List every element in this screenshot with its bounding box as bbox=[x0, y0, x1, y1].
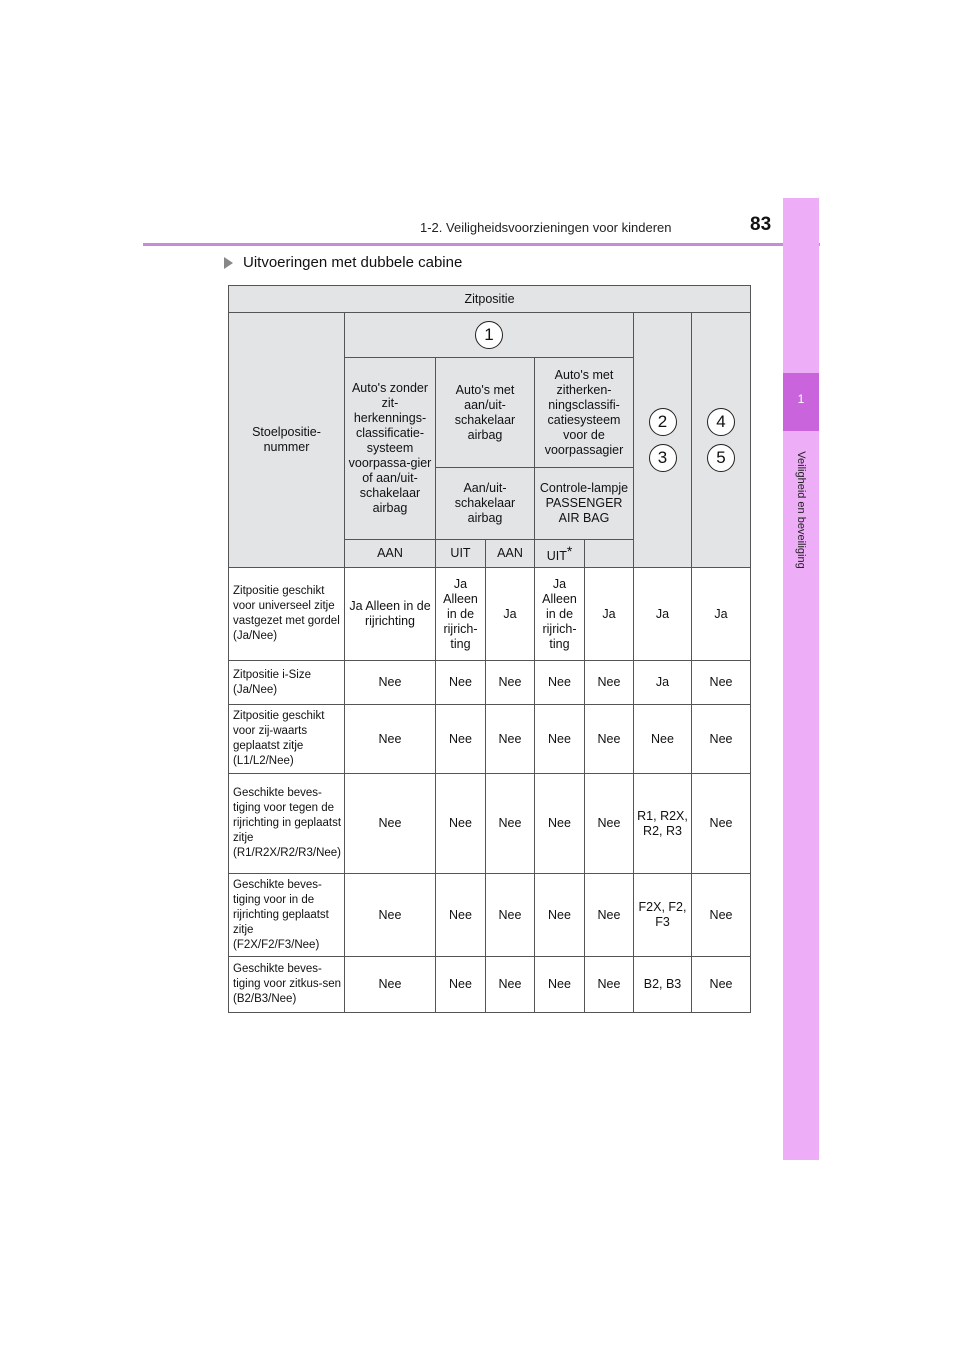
table-cell: Nee bbox=[692, 874, 751, 957]
seat-number-1-icon: 1 bbox=[475, 321, 503, 349]
header-col-c2: Controle-lampje PASSENGER AIR BAG bbox=[535, 468, 634, 540]
section-heading-text: Uitvoeringen met dubbele cabine bbox=[243, 254, 463, 271]
table-cell: Nee bbox=[535, 957, 585, 1013]
table-cell: Nee bbox=[585, 774, 634, 874]
table-cell: Ja bbox=[634, 661, 692, 705]
header-col-c: Auto's met zitherken-ningsclassifi-catiesysteem voor de voorpassagier bbox=[535, 358, 634, 468]
table-cell: Nee bbox=[345, 661, 436, 705]
seat-number-5-icon: 5 bbox=[707, 444, 735, 472]
table-cell: F2X, F2, F3 bbox=[634, 874, 692, 957]
table-row bbox=[229, 874, 751, 957]
header-col-a: Auto's zonder zit-herkennings-classificatie-systeem voorpassa-gier of aan/uit-schakelaar airbag bbox=[345, 358, 436, 540]
table-cell: Nee bbox=[585, 874, 634, 957]
side-strip bbox=[783, 198, 819, 1160]
table-row bbox=[229, 568, 751, 661]
table-cell: Nee bbox=[585, 957, 634, 1013]
header-title: 1-2. Veiligheidsvoorzieningen voor kinderen bbox=[420, 220, 672, 235]
table-cell: Nee bbox=[535, 661, 585, 705]
row-label: Zitpositie geschikt voor universeel zitje vastgezet met gordel (Ja/Nee) bbox=[229, 568, 345, 661]
table-cell: Nee bbox=[692, 957, 751, 1013]
table-cell: Nee bbox=[692, 774, 751, 874]
table-cell: Nee bbox=[535, 774, 585, 874]
table-cell: Nee bbox=[535, 705, 585, 774]
sub-header-uit-1: UIT bbox=[436, 540, 486, 568]
seat-4-5-header bbox=[692, 313, 751, 568]
header-rule bbox=[143, 243, 820, 246]
seat-2-3-header bbox=[634, 313, 692, 568]
table-cell: Ja bbox=[692, 568, 751, 661]
table-cell: Ja bbox=[634, 568, 692, 661]
page-number: 83 bbox=[750, 214, 772, 235]
table-cell: Nee bbox=[486, 774, 535, 874]
row-label: Geschikte beves-tiging voor in de rijrichting geplaatst zitje (F2X/F2/F3/Nee) bbox=[229, 874, 345, 957]
sub-header-uit-2 bbox=[535, 540, 585, 568]
row-label: Zitpositie i-Size (Ja/Nee) bbox=[229, 661, 345, 705]
side-chapter-label: Veiligheid en beveiliging bbox=[795, 451, 807, 569]
table-cell: Nee bbox=[486, 957, 535, 1013]
table-cell: Ja Alleen in de rijrich-ting bbox=[535, 568, 585, 661]
table-cell: Nee bbox=[634, 705, 692, 774]
table-cell: Nee bbox=[345, 957, 436, 1013]
table-cell: Nee bbox=[486, 874, 535, 957]
table-cell: Ja bbox=[486, 568, 535, 661]
seat-number-2-icon: 2 bbox=[649, 408, 677, 436]
footnote-star: * bbox=[566, 542, 573, 559]
sub-header-aan-2: AAN bbox=[486, 540, 535, 568]
seat-compatibility-table bbox=[228, 285, 751, 1013]
table-cell: Nee bbox=[692, 705, 751, 774]
row-label: Geschikte beves-tiging voor zitkus-sen (B2/B3/Nee) bbox=[229, 957, 345, 1013]
seat-number-4-icon: 4 bbox=[707, 408, 735, 436]
table-cell: Nee bbox=[436, 705, 486, 774]
table-body bbox=[229, 568, 751, 1013]
table-cell: Nee bbox=[436, 874, 486, 957]
table-cell: Nee bbox=[585, 705, 634, 774]
table-row bbox=[229, 774, 751, 874]
table-title: Zitpositie bbox=[229, 286, 751, 313]
header-col-b2: Aan/uit-schakelaar airbag bbox=[436, 468, 535, 540]
table-cell: B2, B3 bbox=[634, 957, 692, 1013]
sub-header-empty bbox=[585, 540, 634, 568]
seat-number-3-icon: 3 bbox=[649, 444, 677, 472]
table-cell: R1, R2X, R2, R3 bbox=[634, 774, 692, 874]
table-row bbox=[229, 661, 751, 705]
row-label: Zitpositie geschikt voor zij-waarts geplaatst zitje (L1/L2/Nee) bbox=[229, 705, 345, 774]
table-cell: Nee bbox=[535, 874, 585, 957]
side-chapter-tab[interactable]: 1 bbox=[783, 373, 819, 431]
section-heading bbox=[224, 254, 462, 271]
row-label: Geschikte beves-tiging voor tegen de rijrichting in geplaatst zitje (R1/R2X/R2/R3/Nee) bbox=[229, 774, 345, 874]
table-cell: Nee bbox=[486, 661, 535, 705]
table-cell: Nee bbox=[692, 661, 751, 705]
table-cell: Nee bbox=[436, 957, 486, 1013]
table-row bbox=[229, 705, 751, 774]
table-cell: Nee bbox=[486, 705, 535, 774]
table-cell: Nee bbox=[345, 705, 436, 774]
sub-header-uit-2-text: UIT bbox=[546, 548, 567, 563]
table-row bbox=[229, 957, 751, 1013]
seat-1-header bbox=[345, 313, 634, 358]
table-cell: Nee bbox=[345, 774, 436, 874]
table-cell: Ja Alleen in de rijrichting bbox=[345, 568, 436, 661]
table-cell: Nee bbox=[345, 874, 436, 957]
header-col-b: Auto's met aan/uit-schakelaar airbag bbox=[436, 358, 535, 468]
table-cell: Ja bbox=[585, 568, 634, 661]
sub-header-aan-1: AAN bbox=[345, 540, 436, 568]
row-header-cell: Stoelpositie-nummer bbox=[229, 313, 345, 568]
table-cell: Nee bbox=[585, 661, 634, 705]
table-cell: Ja Alleen in de rijrich-ting bbox=[436, 568, 486, 661]
table-cell: Nee bbox=[436, 661, 486, 705]
table-cell: Nee bbox=[436, 774, 486, 874]
triangle-bullet-icon bbox=[224, 257, 233, 269]
